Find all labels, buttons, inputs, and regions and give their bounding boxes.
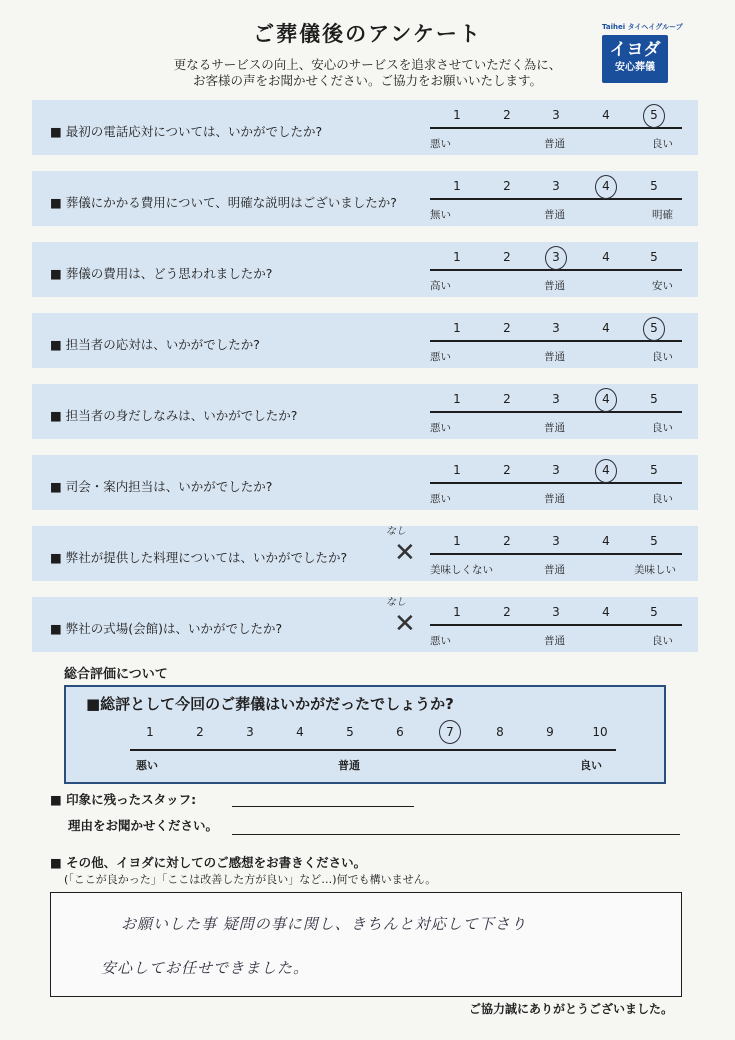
overall-option-1[interactable]: 1 (146, 725, 154, 739)
other-note: (「ここが良かった」「ここは改善した方が良い」など…)何でも構いません。 (64, 873, 437, 886)
other-label: ■ その他、イヨダに対してのご感想をお書きください。 (50, 855, 367, 870)
overall-option-7[interactable]: 7 (446, 725, 454, 739)
scale-line (430, 340, 682, 342)
question-row (32, 100, 698, 155)
not-applicable-note: なし (386, 597, 406, 608)
answer-circle-mark (643, 317, 665, 341)
scale-option-2[interactable]: 2 (503, 463, 511, 477)
not-applicable-note: なし (386, 526, 406, 537)
question-row (32, 526, 698, 581)
question-text: ■ 司会・案内担当は、いかがでしたか? (50, 479, 273, 494)
question-row (32, 597, 698, 652)
overall-label-right: 良い (580, 759, 602, 772)
overall-option-6[interactable]: 6 (396, 725, 404, 739)
scale-label-mid: 普通 (544, 422, 565, 434)
scale-label-left: 悪い (430, 422, 451, 434)
scale-label-left: 美味しくない (430, 564, 493, 576)
scale-label-left: 悪い (430, 493, 451, 505)
question-row (32, 455, 698, 510)
scale-option-4[interactable]: 4 (602, 250, 610, 264)
scale-label-right: 良い (652, 351, 673, 363)
scale-option-4[interactable]: 4 (602, 179, 610, 193)
scale-option-1[interactable]: 1 (453, 463, 461, 477)
question-row (32, 313, 698, 368)
overall-option-5[interactable]: 5 (346, 725, 354, 739)
overall-option-3[interactable]: 3 (246, 725, 254, 739)
scale-option-5[interactable]: 5 (650, 179, 658, 193)
overall-option-2[interactable]: 2 (196, 725, 204, 739)
scale-line (430, 482, 682, 484)
question-row (32, 384, 698, 439)
scale-option-3[interactable]: 3 (552, 463, 560, 477)
overall-option-10[interactable]: 10 (592, 725, 608, 739)
scale-label-right: 明確 (652, 209, 673, 221)
scale-label-mid: 普通 (544, 493, 565, 505)
scale-option-3[interactable]: 3 (552, 108, 560, 122)
scale-option-2[interactable]: 2 (503, 392, 511, 406)
scale-option-1[interactable]: 1 (453, 250, 461, 264)
staff-underline (232, 806, 414, 807)
logo-sub-text: 安心葬儀 (615, 62, 655, 73)
overall-option-8[interactable]: 8 (496, 725, 504, 739)
scale-option-5[interactable]: 5 (650, 108, 658, 122)
scale-option-4[interactable]: 4 (602, 534, 610, 548)
overall-section-title: 総合評価について (64, 667, 168, 682)
scale-option-3[interactable]: 3 (552, 321, 560, 335)
comment-line-1: お願いした事 疑問の事に関し、きちんと対応して下さり (121, 915, 527, 933)
scale-option-4[interactable]: 4 (602, 463, 610, 477)
overall-label-mid: 普通 (338, 759, 360, 772)
scale-option-5[interactable]: 5 (650, 534, 658, 548)
scale-label-mid: 普通 (544, 635, 565, 647)
scale-line (430, 411, 682, 413)
question-text: ■ 担当者の応対は、いかがでしたか? (50, 337, 260, 352)
answer-circle-mark (595, 175, 617, 199)
scale-label-right: 良い (652, 422, 673, 434)
answer-circle-mark (595, 459, 617, 483)
scale-option-2[interactable]: 2 (503, 321, 511, 335)
scale-option-3[interactable]: 3 (552, 534, 560, 548)
scale-option-5[interactable]: 5 (650, 321, 658, 335)
scale-label-left: 無い (430, 209, 451, 221)
cross-mark-icon: ✕ (394, 609, 416, 639)
scale-option-5[interactable]: 5 (650, 605, 658, 619)
scale-line (430, 553, 682, 555)
question-row (32, 171, 698, 226)
scale-line (430, 198, 682, 200)
scale-label-mid: 普通 (544, 280, 565, 292)
scale-option-1[interactable]: 1 (453, 321, 461, 335)
answer-circle-mark (595, 388, 617, 412)
overall-rating-box (64, 685, 666, 784)
scale-label-mid: 普通 (544, 138, 565, 150)
question-text: ■ 担当者の身だしなみは、いかがでしたか? (50, 408, 298, 423)
scale-label-right: 良い (652, 138, 673, 150)
scale-option-3[interactable]: 3 (552, 392, 560, 406)
logo-main-text: イヨダ (609, 40, 661, 60)
question-text: ■ 葬儀にかかる費用について、明確な説明はございましたか? (50, 195, 397, 210)
intro-line-2: お客様の声をお聞かせください。ご協力をお願いいたします。 (192, 73, 542, 88)
overall-answer-circle-mark (439, 720, 461, 744)
reason-underline[interactable] (232, 834, 680, 835)
overall-option-4[interactable]: 4 (296, 725, 304, 739)
logo-box (602, 35, 668, 83)
overall-label-left: 悪い (136, 759, 158, 772)
logo-group-name: Taihei タイヘイグループ (602, 23, 683, 31)
company-logo (602, 22, 683, 83)
question-row (32, 242, 698, 297)
scale-option-2[interactable]: 2 (503, 179, 511, 193)
question-text: ■ 弊社が提供した料理については、いかがでしたか? (50, 550, 348, 565)
scale-option-2[interactable]: 2 (503, 250, 511, 264)
overall-question: ■総評として今回のご葬儀はいかがだったでしょうか? (86, 695, 454, 713)
scale-label-right: 良い (652, 635, 673, 647)
scale-option-1[interactable]: 1 (453, 179, 461, 193)
scale-option-2[interactable]: 2 (503, 534, 511, 548)
scale-option-1[interactable]: 1 (453, 108, 461, 122)
scale-label-mid: 普通 (544, 564, 565, 576)
scale-option-5[interactable]: 5 (650, 463, 658, 477)
scale-line (430, 624, 682, 626)
scale-option-5[interactable]: 5 (650, 392, 658, 406)
scale-option-4[interactable]: 4 (602, 605, 610, 619)
scale-line (430, 127, 682, 129)
scale-option-4[interactable]: 4 (602, 321, 610, 335)
scale-option-4[interactable]: 4 (602, 392, 610, 406)
reason-label: 理由をお聞かせください。 (68, 818, 219, 833)
scale-option-1[interactable]: 1 (453, 392, 461, 406)
cross-mark-icon: ✕ (394, 538, 416, 568)
scale-option-3[interactable]: 3 (552, 250, 560, 264)
overall-option-9[interactable]: 9 (546, 725, 554, 739)
thanks-text: ご協力誠にありがとうございました。 (468, 1002, 673, 1016)
scale-label-left: 悪い (430, 138, 451, 150)
scale-option-5[interactable]: 5 (650, 250, 658, 264)
scale-label-left: 悪い (430, 635, 451, 647)
staff-label: ■ 印象に残ったスタッフ: (50, 792, 197, 807)
page-title: ご葬儀後のアンケート (253, 22, 482, 46)
comment-box[interactable] (50, 892, 682, 997)
question-text: ■ 葬儀の費用は、どう思われましたか? (50, 266, 273, 281)
answer-circle-mark (545, 246, 567, 270)
scale-label-right: 美味しい (634, 564, 676, 576)
scale-option-2[interactable]: 2 (503, 108, 511, 122)
scale-option-4[interactable]: 4 (602, 108, 610, 122)
question-text: ■ 弊社の式場(会館)は、いかがでしたか? (50, 621, 283, 636)
scale-label-left: 高い (430, 280, 451, 292)
scale-label-right: 安い (652, 280, 673, 292)
scale-label-right: 良い (652, 493, 673, 505)
question-text: ■ 最初の電話応対については、いかがでしたか? (50, 124, 323, 139)
scale-option-3[interactable]: 3 (552, 179, 560, 193)
scale-option-1[interactable]: 1 (453, 534, 461, 548)
scale-label-left: 悪い (430, 351, 451, 363)
scale-option-1[interactable]: 1 (453, 605, 461, 619)
scale-option-3[interactable]: 3 (552, 605, 560, 619)
overall-scale-line (130, 749, 616, 751)
comment-line-2: 安心してお任せできました。 (101, 959, 310, 977)
scale-label-mid: 普通 (544, 209, 565, 221)
answer-circle-mark (643, 104, 665, 128)
intro-line-1: 更なるサービスの向上、安心のサービスを追求させていただく為に、 (173, 57, 562, 72)
scale-option-2[interactable]: 2 (503, 605, 511, 619)
scale-label-mid: 普通 (544, 351, 565, 363)
